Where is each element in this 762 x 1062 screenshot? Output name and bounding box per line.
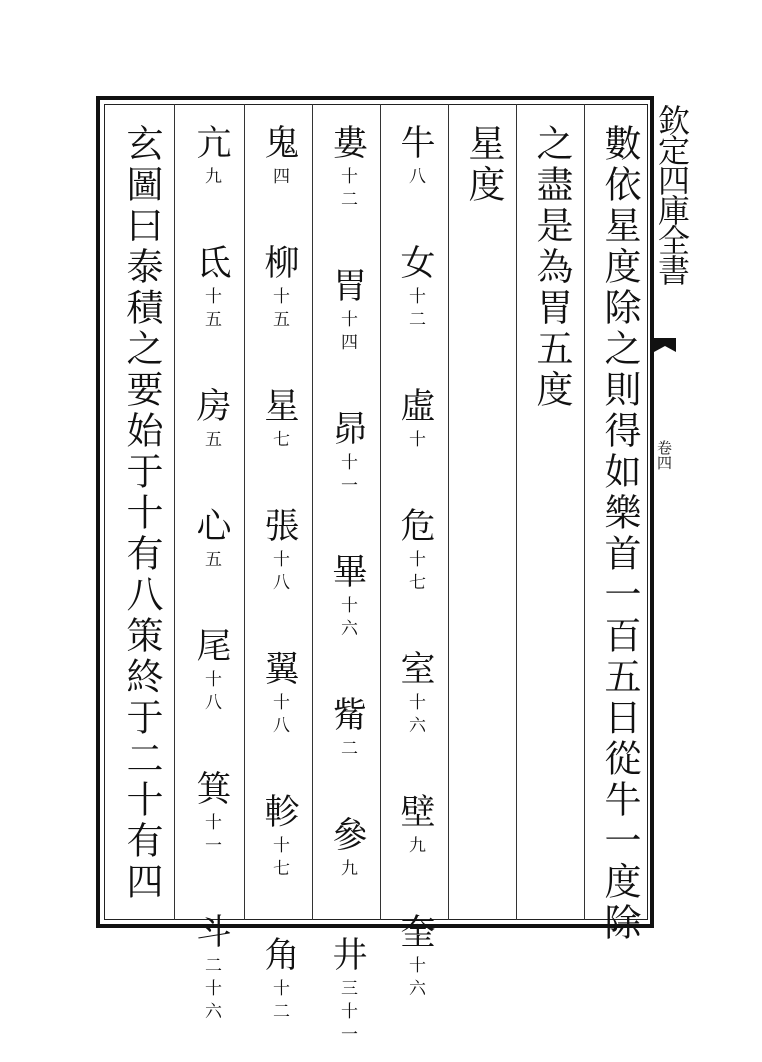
mansion-name: 星 <box>259 387 299 422</box>
mansion-name: 畢 <box>327 553 367 588</box>
column-rule <box>584 104 585 920</box>
mansion-name: 虛 <box>395 387 435 422</box>
mansion-name: 危 <box>395 507 435 542</box>
degree-value: 十一 <box>201 813 221 859</box>
mansion-name: 奎 <box>395 913 435 948</box>
star-degree-column <box>180 104 242 1025</box>
mansion-name: 箕 <box>191 770 231 805</box>
mansion-name: 軫 <box>259 793 299 828</box>
degree-value: 十一 <box>337 453 357 499</box>
column-rule <box>448 104 449 920</box>
degree-value: 九 <box>337 859 357 882</box>
degree-value: 九 <box>405 836 425 859</box>
volume-label: 卷四 <box>655 440 673 470</box>
degree-value: 十二 <box>337 167 357 213</box>
mansion-name: 斗 <box>191 913 231 948</box>
degree-value: 十五 <box>269 287 289 333</box>
column-rule <box>174 104 175 920</box>
mansion-name: 尾 <box>191 627 231 662</box>
degree-value: 八 <box>405 167 425 190</box>
degree-value: 十四 <box>337 310 357 356</box>
degree-value: 十 <box>405 430 425 453</box>
degree-value: 二十六 <box>201 956 221 1025</box>
mansion-name: 柳 <box>259 244 299 279</box>
text-column: 數依星度除之則得如樂首一百五日從牛一度除 <box>598 124 641 944</box>
star-degree-column <box>316 104 378 1048</box>
mansion-name: 室 <box>395 650 435 685</box>
degree-value: 十二 <box>405 287 425 333</box>
degree-value: 五 <box>201 430 221 453</box>
mansion-name: 牛 <box>395 124 435 159</box>
text-column: 玄圖曰泰積之要始于十有八策終于二十有四 <box>120 124 163 903</box>
degree-value: 十七 <box>269 836 289 882</box>
mansion-name: 心 <box>191 507 231 542</box>
mansion-name: 參 <box>327 816 367 851</box>
degree-value: 七 <box>269 430 289 453</box>
mansion-name: 壁 <box>395 793 435 828</box>
degree-value: 十八 <box>269 550 289 596</box>
star-degree-column <box>248 104 310 1025</box>
mansion-name: 翼 <box>259 650 299 685</box>
degree-value: 十七 <box>405 550 425 596</box>
degree-value: 四 <box>269 167 289 190</box>
degree-value: 三十一 <box>337 979 357 1048</box>
degree-value: 十八 <box>201 670 221 716</box>
degree-value: 九 <box>201 167 221 190</box>
book-title: 欽定四庫全書 <box>653 104 691 284</box>
degree-value: 十八 <box>269 693 289 739</box>
degree-value: 十六 <box>405 956 425 1002</box>
mansion-name: 鬼 <box>259 124 299 159</box>
column-rule <box>312 104 313 920</box>
mansion-name: 女 <box>395 244 435 279</box>
degree-value: 十六 <box>337 596 357 642</box>
column-rule <box>516 104 517 920</box>
degree-value: 十五 <box>201 287 221 333</box>
degree-value: 五 <box>201 550 221 573</box>
column-rule <box>380 104 381 920</box>
fishtail-mark <box>654 338 676 358</box>
mansion-name: 井 <box>327 936 367 971</box>
text-column: 之盡是為胃五度 <box>530 124 573 411</box>
mansion-name: 房 <box>191 387 231 422</box>
mansion-name: 胃 <box>327 267 367 302</box>
mansion-name: 角 <box>259 936 299 971</box>
degree-value: 二 <box>337 739 357 762</box>
section-heading: 星度 <box>462 124 505 206</box>
mansion-name: 昴 <box>327 410 367 445</box>
mansion-name: 張 <box>259 507 299 542</box>
mansion-name: 觜 <box>327 696 367 731</box>
degree-value: 十二 <box>269 979 289 1025</box>
mansion-name: 氐 <box>191 244 231 279</box>
star-degree-column <box>384 104 446 1002</box>
mansion-name: 婁 <box>327 124 367 159</box>
degree-value: 十六 <box>405 693 425 739</box>
column-rule <box>244 104 245 920</box>
mansion-name: 亢 <box>191 124 231 159</box>
